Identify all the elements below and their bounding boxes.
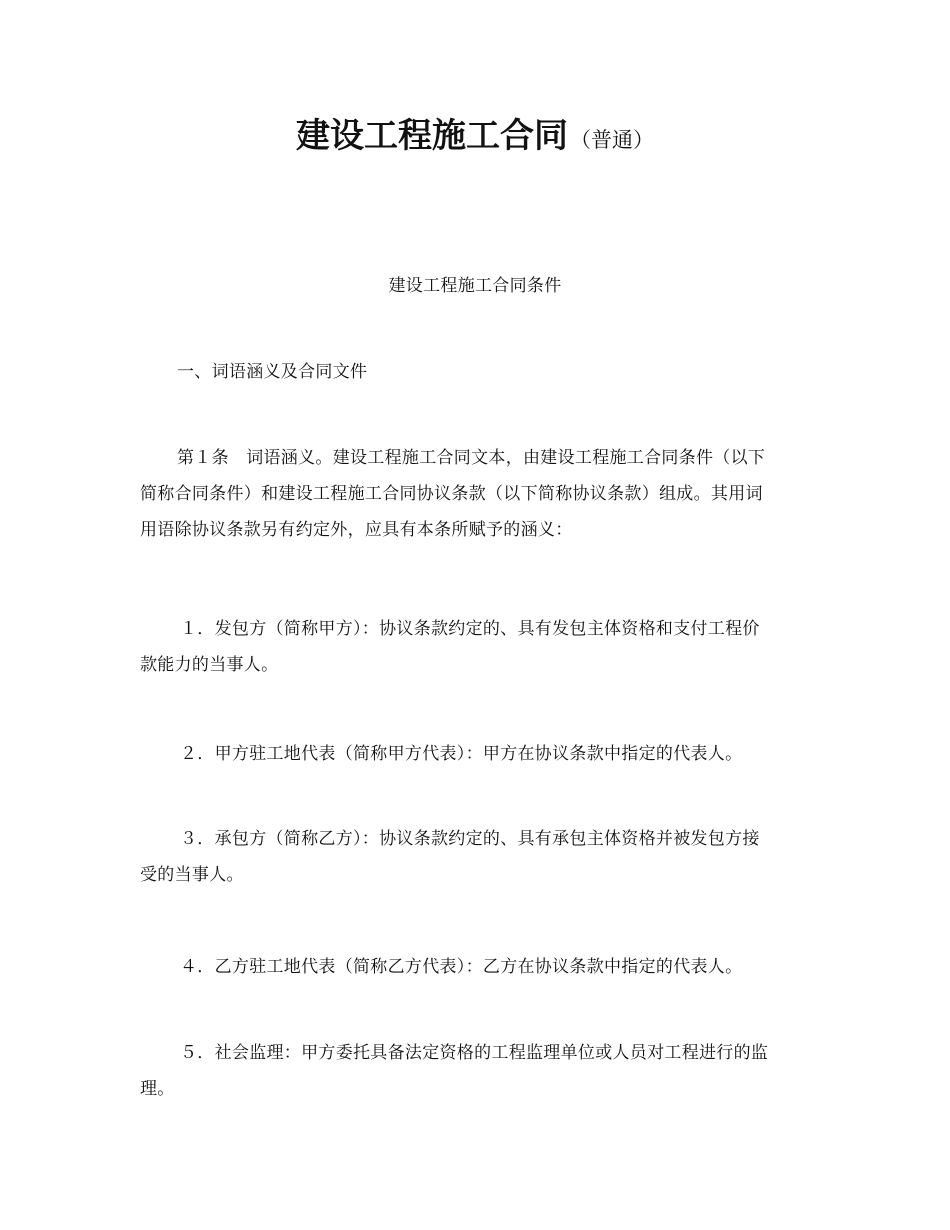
item-3-line-2: 受的当事人。 xyxy=(140,865,244,885)
item-1-line-1: １．发包方（简称甲方）：协议条款约定的、具有发包主体资格和支付工程价 xyxy=(180,619,760,639)
item-2-paragraph xyxy=(180,736,742,772)
article-1-line-2: 简称合同条件）和建设工程施工合同协议条款（以下简称协议条款）组成。其用词 xyxy=(140,484,763,504)
document-title-suffix: （普通） xyxy=(570,128,654,152)
item-1-paragraph xyxy=(140,611,760,683)
article-1-line-1: 第１条 词语涵义。建设工程施工合同文本，由建设工程施工合同条件（以下 xyxy=(177,448,766,468)
document-title-main: 建设工程施工合同 xyxy=(296,116,568,156)
item-5-line-1: ５．社会监理：甲方委托具备法定资格的工程监理单位或人员对工程进行的监 xyxy=(180,1043,769,1063)
document-subtitle: 建设工程施工合同条件 xyxy=(388,276,562,296)
item-3-paragraph xyxy=(140,821,760,893)
article-1-paragraph xyxy=(140,440,765,548)
section-heading: 一、词语涵义及合同文件 xyxy=(177,362,368,382)
document-title xyxy=(0,112,950,166)
item-4-line-1: ４．乙方驻工地代表（简称乙方代表）：乙方在协议条款中指定的代表人。 xyxy=(180,957,743,977)
item-5-line-2: 理。 xyxy=(140,1079,175,1099)
item-2-line-1: ２．甲方驻工地代表（简称甲方代表）：甲方在协议条款中指定的代表人。 xyxy=(180,744,743,764)
item-1-line-2: 款能力的当事人。 xyxy=(140,655,279,675)
article-1-line-3: 用语除协议条款另有约定外，应具有本条所赋予的涵义： xyxy=(140,520,573,540)
item-4-paragraph xyxy=(180,949,742,985)
item-5-paragraph xyxy=(140,1035,768,1107)
item-3-line-1: ３．承包方（简称乙方）：协议条款约定的、具有承包主体资格并被发包方接 xyxy=(180,829,760,849)
